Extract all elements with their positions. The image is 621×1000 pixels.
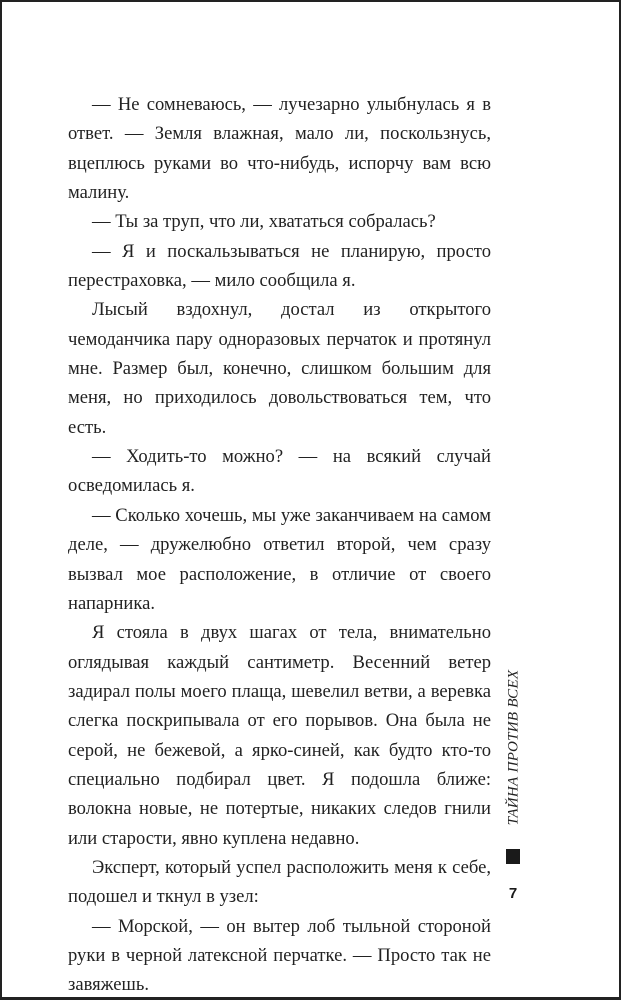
paragraph: — Ходить-то можно? — на всякий случай осведомилась я.: [68, 446, 491, 497]
paragraph: Лысый вздохнул, достал из открытого чемоданчика пару одноразовых перчаток и протянул мне. Размер был, конечно, слишком большим для меня, но приходилось довольствоваться тем, что есть.: [68, 299, 491, 438]
paragraph: — Сколько хочешь, мы уже заканчиваем на самом деле, — дружелюбно ответил второй, чем сразу вызвал мое расположение, в отличие от своего напарника.: [68, 504, 491, 614]
running-title-text: ТАЙНА ПРОТИВ ВСЕХ: [505, 669, 522, 825]
paragraph: — Я и поскальзываться не планирую, просто перестраховка, — мило сообщила я.: [68, 240, 491, 292]
paragraph: Эксперт, который успел расположить меня к себе, подошел и ткнул в узел:: [68, 856, 491, 908]
paragraph: — Морской, — он вытер лоб тыльной стороной руки в черной латексной перчатке. — Просто так не завяжешь.: [68, 915, 491, 996]
square-marker-icon: [506, 849, 520, 864]
book-page: [2, 2, 619, 997]
page-number: 7: [508, 885, 518, 902]
paragraph: — Не сомневаюсь, — лучезарно улыбнулась я в ответ. — Земля влажная, мало ли, поскользнусь, вцеплюсь руками во что-нибудь, испорчу вам всю малину.: [68, 94, 491, 204]
body-text: [68, 90, 491, 1000]
paragraph: Я стояла в двух шагах от тела, внимательно оглядывая каждый сантиметр. Весенний ветер задирал полы моего плаща, шевелил ветви, а веревка слегка поскрипывала от его порывов. Она была не серой, не бежевой, а ярко-синей, как будто кто-то специально подбирал цвет. Я подошла ближе: волокна новые, не потертые, никаких следов гнили или старости, явно куплена недавно.: [68, 622, 491, 849]
paragraph: — Ты за труп, что ли, хвататься собралась?: [92, 211, 436, 233]
running-title: [500, 657, 528, 837]
